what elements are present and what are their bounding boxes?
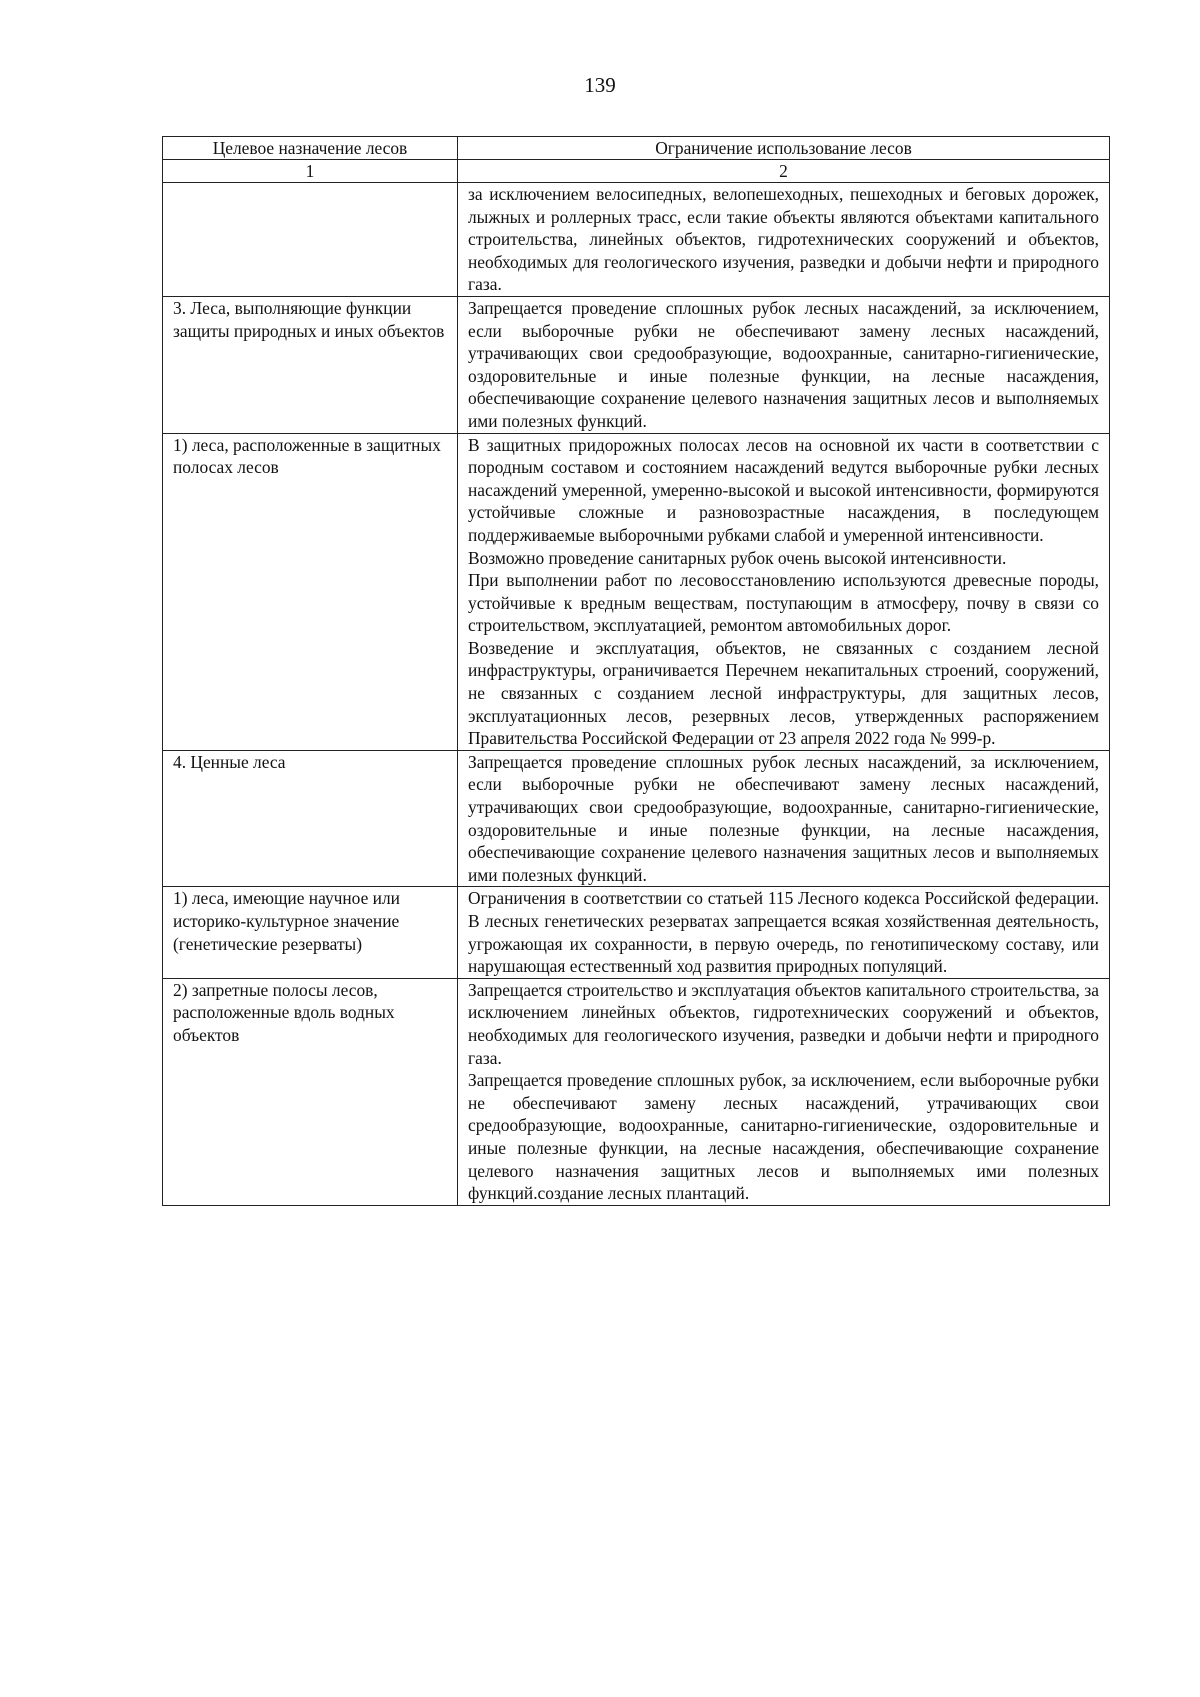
page-number: 139 bbox=[584, 73, 616, 97]
column-header-restriction: Ограничение использование лесов bbox=[458, 137, 1110, 160]
purpose-cell: 4. Ценные леса bbox=[163, 750, 458, 887]
restriction-paragraph: В защитных придорожных полосах лесов на основной их части в соответствии с породным составом и состоянием насаждений ведутся выборочные рубки лесных насаждений умеренной, умеренно-высокой и высокой интенсивности, формируются устойчивые сложные и разновозрастные насаждения, в последующем поддерживаемые выборочными рубками слабой и умеренной интенсивности. bbox=[468, 434, 1099, 545]
table-row bbox=[163, 978, 1110, 1205]
column-number-row bbox=[163, 160, 1110, 183]
purpose-cell: 1) леса, расположенные в защитных полосах лесов bbox=[163, 433, 458, 750]
restriction-paragraph: Возведение и эксплуатация, объектов, не связанных с созданием лесной инфраструктуры, ограничивается Перечнем некапитальных строений, сооружений, не связанных с созданием лесной инфраструктуры, для защитных лесов, эксплуатационных лесов, резервных лесов, утвержденных распоряжением Правительства Российской Федерации от 23 апреля 2022 года № 999-р. bbox=[468, 637, 1099, 749]
restriction-paragraph: Запрещается проведение сплошных рубок лесных насаждений, за исключением, если выборочные рубки не обеспечивают замену лесных насаждений, утрачивающих свои средообразующие, водоохранные, санитарно-гигиенические, оздоровительные и иные полезные функции, на лесные насаждения, обеспечивающие сохранение целевого назначения защитных лесов и выполняемых ими полезных функций. bbox=[468, 751, 1099, 885]
purpose-cell: 1) леса, имеющие научное или историко-культурное значение (генетические резерваты) bbox=[163, 887, 458, 978]
restriction-paragraph: При выполнении работ по лесовосстановлению используются древесные породы, устойчивые к вредным веществам, поступающим в атмосферу, почву в связи со строительством, эксплуатацией, ремонтом автомобильных дорог. bbox=[468, 570, 1099, 636]
purpose-cell: 3. Леса, выполняющие функции защиты природных и иных объектов bbox=[163, 296, 458, 433]
restriction-cell bbox=[458, 296, 1110, 433]
purpose-cell: 2) запретные полосы лесов, расположенные вдоль водных объектов bbox=[163, 978, 458, 1205]
restriction-cell bbox=[458, 978, 1110, 1205]
purpose-cell bbox=[163, 183, 458, 297]
restriction-cell bbox=[458, 750, 1110, 887]
restriction-paragraph: Запрещается проведение сплошных рубок, за исключением, если выборочные рубки не обеспечивают замену лесных насаждений, утрачивающих свои средообразующие, водоохранные, санитарно-гигиенические, оздоровительные и иные полезные функции, на лесные насаждения, обеспечивающие сохранение целевого назначения защитных лесов и выполняемых ими полезных функций.создание лесных плантаций. bbox=[468, 1070, 1099, 1204]
restriction-cell bbox=[458, 887, 1110, 978]
restriction-paragraph: Запрещается строительство и эксплуатация объектов капитального строительства, за исключением линейных объектов, гидротехнических сооружений и объектов, необходимых для геологического изучения, разведки и добычи нефти и природного газа. bbox=[468, 979, 1099, 1068]
restriction-paragraph: Запрещается проведение сплошных рубок лесных насаждений, за исключением, если выборочные рубки не обеспечивают замену лесных насаждений, утрачивающих свои средообразующие, водоохранные, санитарно-гигиенические, оздоровительные и иные полезные функции, на лесные насаждения, обеспечивающие сохранение целевого назначения защитных лесов и выполняемых ими полезных функций. bbox=[468, 297, 1099, 431]
table-row bbox=[163, 433, 1110, 750]
table-row bbox=[163, 887, 1110, 978]
column-number-1: 1 bbox=[163, 160, 458, 183]
restriction-cell bbox=[458, 433, 1110, 750]
table-header-row bbox=[163, 137, 1110, 160]
column-number-2: 2 bbox=[458, 160, 1110, 183]
restriction-paragraph: Возможно проведение санитарных рубок очень высокой интенсивности. bbox=[468, 547, 1007, 568]
restriction-paragraph: Ограничения в соответствии со статьей 115 Лесного кодекса Российской федерации. В лесных генетических резерватах запрещается всякая хозяйственная деятельность, угрожающая их сохранности, в первую очередь, по генотипическому составу, или нарушающая естественный ход развития природных популяций. bbox=[468, 888, 1099, 977]
column-header-purpose: Целевое назначение лесов bbox=[163, 137, 458, 160]
table-row bbox=[163, 183, 1110, 297]
restriction-cell bbox=[458, 183, 1110, 297]
table-row bbox=[163, 750, 1110, 887]
forest-restrictions-table bbox=[162, 136, 1110, 1206]
table-row bbox=[163, 296, 1110, 433]
restriction-paragraph: за исключением велосипедных, велопешеходных, пешеходных и беговых дорожек, лыжных и роллерных трасс, если такие объекты являются объектами капитального строительства, линейных объектов, гидротехнических сооружений и объектов, необходимых для геологического изучения, разведки и добычи нефти и природного газа. bbox=[468, 184, 1099, 295]
